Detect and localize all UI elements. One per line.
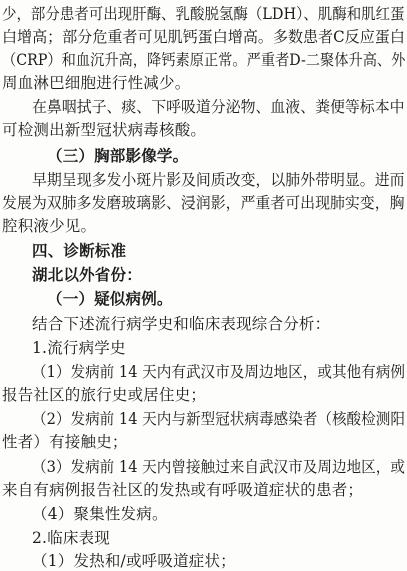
text-line: 报告社区的旅行史或居住史； bbox=[2, 386, 207, 404]
text-line: （1）发热和/或呼吸道症状； bbox=[32, 552, 236, 570]
text-line: 白增高；部分危重者可见肌钙蛋白增高。多数患者C反应蛋白 bbox=[2, 28, 405, 46]
text-line: 发展为双肺多发磨玻璃影、浸润影，严重者可出现肺实变，胸 bbox=[2, 194, 405, 212]
text-line: （3）发病前 14 天内曾接触过来自武汉市及周边地区，或 bbox=[32, 458, 405, 476]
text-line: 腔积液少见。 bbox=[2, 217, 97, 235]
section-heading: （一）疑似病例。 bbox=[47, 289, 173, 308]
text-line: 在鼻咽拭子、痰、下呼吸道分泌物、血液、粪便等标本中 bbox=[32, 98, 405, 116]
section-heading: （三）胸部影像学。 bbox=[47, 146, 189, 165]
chapter-heading: 四、诊断标准 bbox=[32, 241, 127, 260]
text-line: 来自有病例报告社区的发热或有呼吸道症状的患者； bbox=[2, 481, 364, 499]
text-line: 性者）有接触史； bbox=[2, 433, 128, 451]
text-line: 早期呈现多发小斑片影及间质改变，以肺外带明显。进而 bbox=[32, 171, 405, 189]
text-line: （1）发病前 14 天内有武汉市及周边地区，或其他有病例 bbox=[32, 363, 405, 381]
text-line: 可检测出新型冠状病毒核酸。 bbox=[2, 121, 207, 139]
text-line: 少，部分患者可出现肝酶、乳酸脱氢酶（LDH）、肌酶和肌红蛋 bbox=[2, 5, 405, 23]
text-line: （4）聚集性发病。 bbox=[32, 505, 168, 523]
region-heading: 湖北以外省份： bbox=[32, 265, 142, 284]
text-line: （2）发病前 14 天内与新型冠状病毒感染者（核酸检测阳 bbox=[32, 410, 405, 428]
text-line: 结合下述流行病学史和临床表现综合分析： bbox=[32, 315, 331, 333]
subsection-heading: 2.临床表现 bbox=[32, 529, 110, 547]
text-line: （CRP）和血沉升高，降钙素原正常。严重者D-二聚体升高、外 bbox=[2, 51, 406, 69]
text-line: 周血淋巴细胞进行性减少。 bbox=[2, 74, 191, 92]
subsection-heading: 1.流行病学史 bbox=[32, 339, 126, 357]
